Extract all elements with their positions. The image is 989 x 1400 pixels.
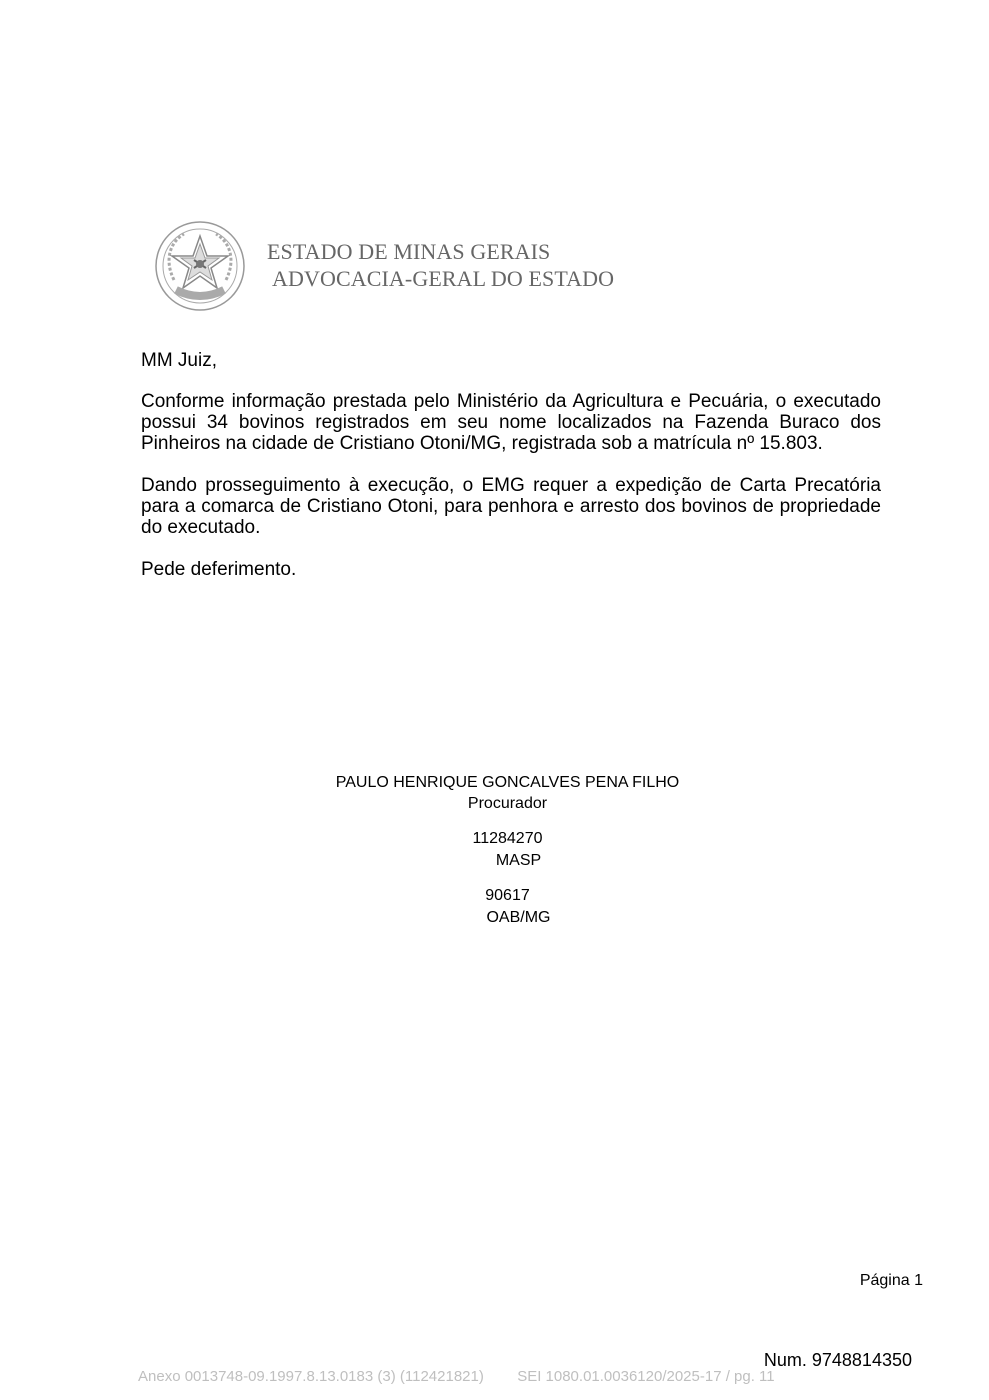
masp-label: MASP — [495, 852, 542, 869]
footer — [138, 1368, 775, 1385]
state-coat-of-arms-seal — [154, 220, 246, 312]
paragraph-information: Conforme informação prestada pelo Ministério da Agricultura e Pecuária, o executado possui 34 bovinos registrados em seu nome localizados na Fazenda Buraco dos Pinheiros na cidade de Cristiano Otoni/MG, registrada sob a matrícula nº 15.803. — [141, 391, 881, 454]
coat-of-arms-icon — [154, 220, 246, 312]
footer-annex: Anexo 0013748-09.1997.8.13.0183 (3) (112421821) — [138, 1368, 484, 1385]
letterhead-agency-name: ADVOCACIA-GERAL DO ESTADO — [272, 266, 615, 291]
signer-name: PAULO HENRIQUE GONCALVES PENA FILHO — [335, 774, 680, 791]
letterhead-state-name: ESTADO DE MINAS GERAIS — [267, 239, 551, 264]
letterhead — [266, 238, 614, 292]
document-number: Num. 9748814350 — [763, 1350, 912, 1370]
paragraph-request: Dando prosseguimento à execução, o EMG requer a expedição de Carta Precatória para a comarca de Cristiano Otoni, para penhora e arresto dos bovinos de propriedade do executado. — [141, 475, 881, 538]
document-body — [141, 350, 881, 580]
page-number: Página 1 — [859, 1272, 923, 1289]
oab-number: 90617 — [485, 887, 530, 904]
masp-block — [250, 828, 765, 872]
footer-sei: SEI 1080.01.0036120/2025-17 / pg. 11 — [517, 1368, 775, 1385]
signature-block — [250, 772, 765, 929]
signer-title: Procurador — [467, 795, 548, 812]
oab-label: OAB/MG — [486, 909, 551, 926]
greeting: MM Juiz, — [141, 350, 217, 371]
oab-block — [250, 885, 765, 929]
masp-number: 11284270 — [472, 830, 543, 847]
closing: Pede deferimento. — [141, 559, 297, 580]
